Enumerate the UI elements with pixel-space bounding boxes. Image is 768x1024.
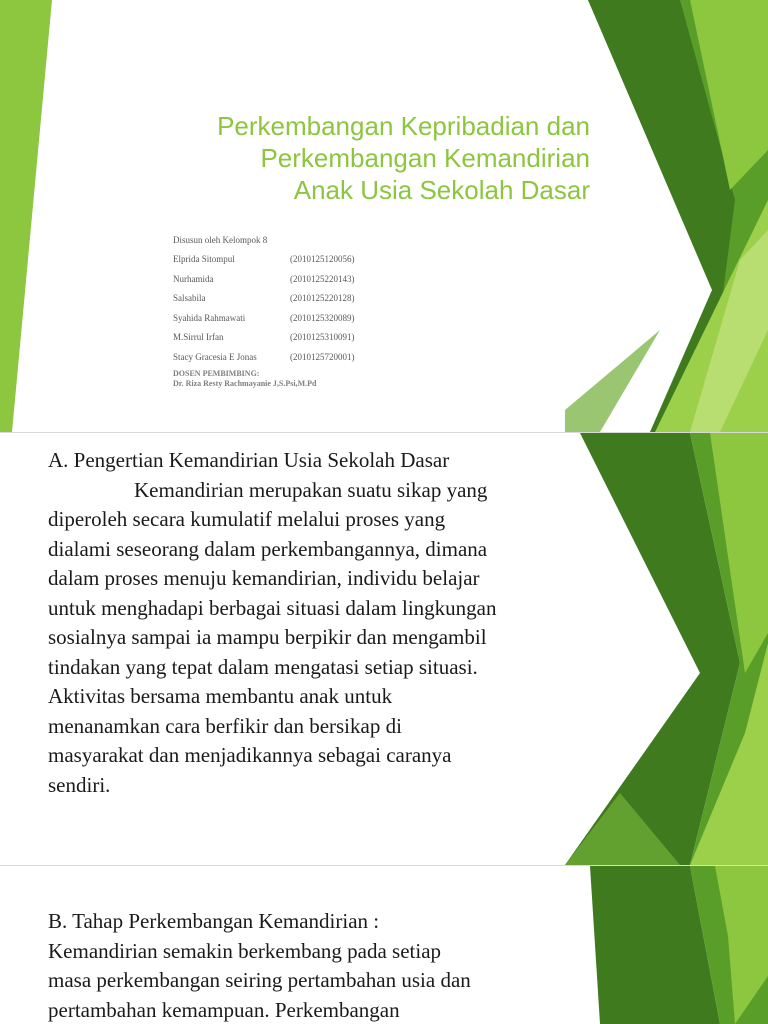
paragraph-line: dalam proses menuju kemandirian, individu belajar	[48, 566, 480, 590]
member-name: Stacy Gracesia E Jonas	[173, 351, 257, 362]
paragraph-line: tindakan yang tepat dalam mengatasi setiap situasi.	[48, 654, 478, 679]
section-a-text	[48, 446, 496, 800]
member-list	[173, 234, 355, 370]
member-row	[173, 253, 355, 273]
supervisor-name: Dr. Riza Resty Rachmayanie J,S.Psi,M.Pd	[173, 379, 317, 388]
member-row	[173, 273, 355, 293]
paragraph-line: masyarakat dan menjadikannya sebagai caranya	[48, 743, 452, 767]
paragraph-line: masa perkembangan seiring pertambahan usia dan	[48, 968, 471, 992]
member-name: M.Sirrul Irfan	[173, 332, 224, 342]
content-slide-b	[0, 866, 768, 1024]
left-accent-stripe	[0, 0, 52, 432]
paragraph-line: untuk menghadapi berbagai situasi dalam lingkungan	[48, 595, 497, 620]
paragraph-line: sosialnya sampai ia mampu berpikir dan mengambil	[48, 625, 487, 649]
credit-header: Disusun oleh Kelompok 8	[173, 235, 268, 245]
paragraph-line	[48, 476, 496, 506]
title-line: Perkembangan Kepribadian dan	[217, 111, 590, 141]
member-nim: (2010125220128)	[290, 293, 355, 303]
paragraph-line: pertambahan kemampuan. Perkembangan	[48, 997, 400, 1022]
member-name: Nurhamida	[173, 273, 214, 284]
member-nim: (2010125320089)	[290, 312, 355, 323]
supervisor-label: DOSEN PEMBIMBING:	[173, 369, 260, 378]
title-slide	[0, 0, 768, 432]
paragraph-line: diperoleh secara kumulatif melalui proses yang	[48, 507, 446, 531]
paragraph-line: Aktivitas bersama membantu anak untuk	[48, 684, 393, 708]
supervisor-block	[173, 369, 316, 389]
slide-title	[120, 110, 590, 206]
paragraph-line-text: Kemandirian merupakan suatu sikap yang	[134, 477, 488, 502]
member-nim: (2010125220143)	[290, 273, 355, 284]
content-slide-a	[0, 433, 768, 865]
member-name: Salsabila	[173, 293, 206, 303]
title-line: Anak Usia Sekolah Dasar	[293, 175, 590, 205]
paragraph-line: Kemandirian semakin berkembang pada setiap	[48, 938, 442, 963]
paragraph-line: sendiri.	[48, 772, 111, 797]
paragraph-line: dialami seseorang dalam perkembangannya, dimana	[48, 536, 488, 561]
member-nim: (2010125310091)	[290, 332, 355, 342]
member-name: Elprida Sitompul	[173, 254, 235, 264]
section-heading: A. Pengertian Kemandirian Usia Sekolah Dasar	[48, 448, 450, 472]
title-line: Perkembangan Kemandirian	[260, 143, 590, 173]
slide1-decoration	[0, 0, 768, 432]
paragraph-line: menanamkan cara berfikir dan bersikap di	[48, 713, 402, 738]
member-name: Syahida Rahmawati	[173, 312, 246, 323]
member-nim: (2010125120056)	[290, 254, 355, 264]
right-facet-shard	[565, 330, 660, 432]
member-row	[173, 312, 355, 332]
member-nim: (2010125720001)	[290, 351, 355, 362]
member-row	[173, 351, 355, 371]
member-row	[173, 292, 355, 312]
section-heading: B. Tahap Perkembangan Kemandirian :	[48, 909, 380, 933]
member-row	[173, 331, 355, 351]
section-b-text	[48, 907, 471, 1024]
